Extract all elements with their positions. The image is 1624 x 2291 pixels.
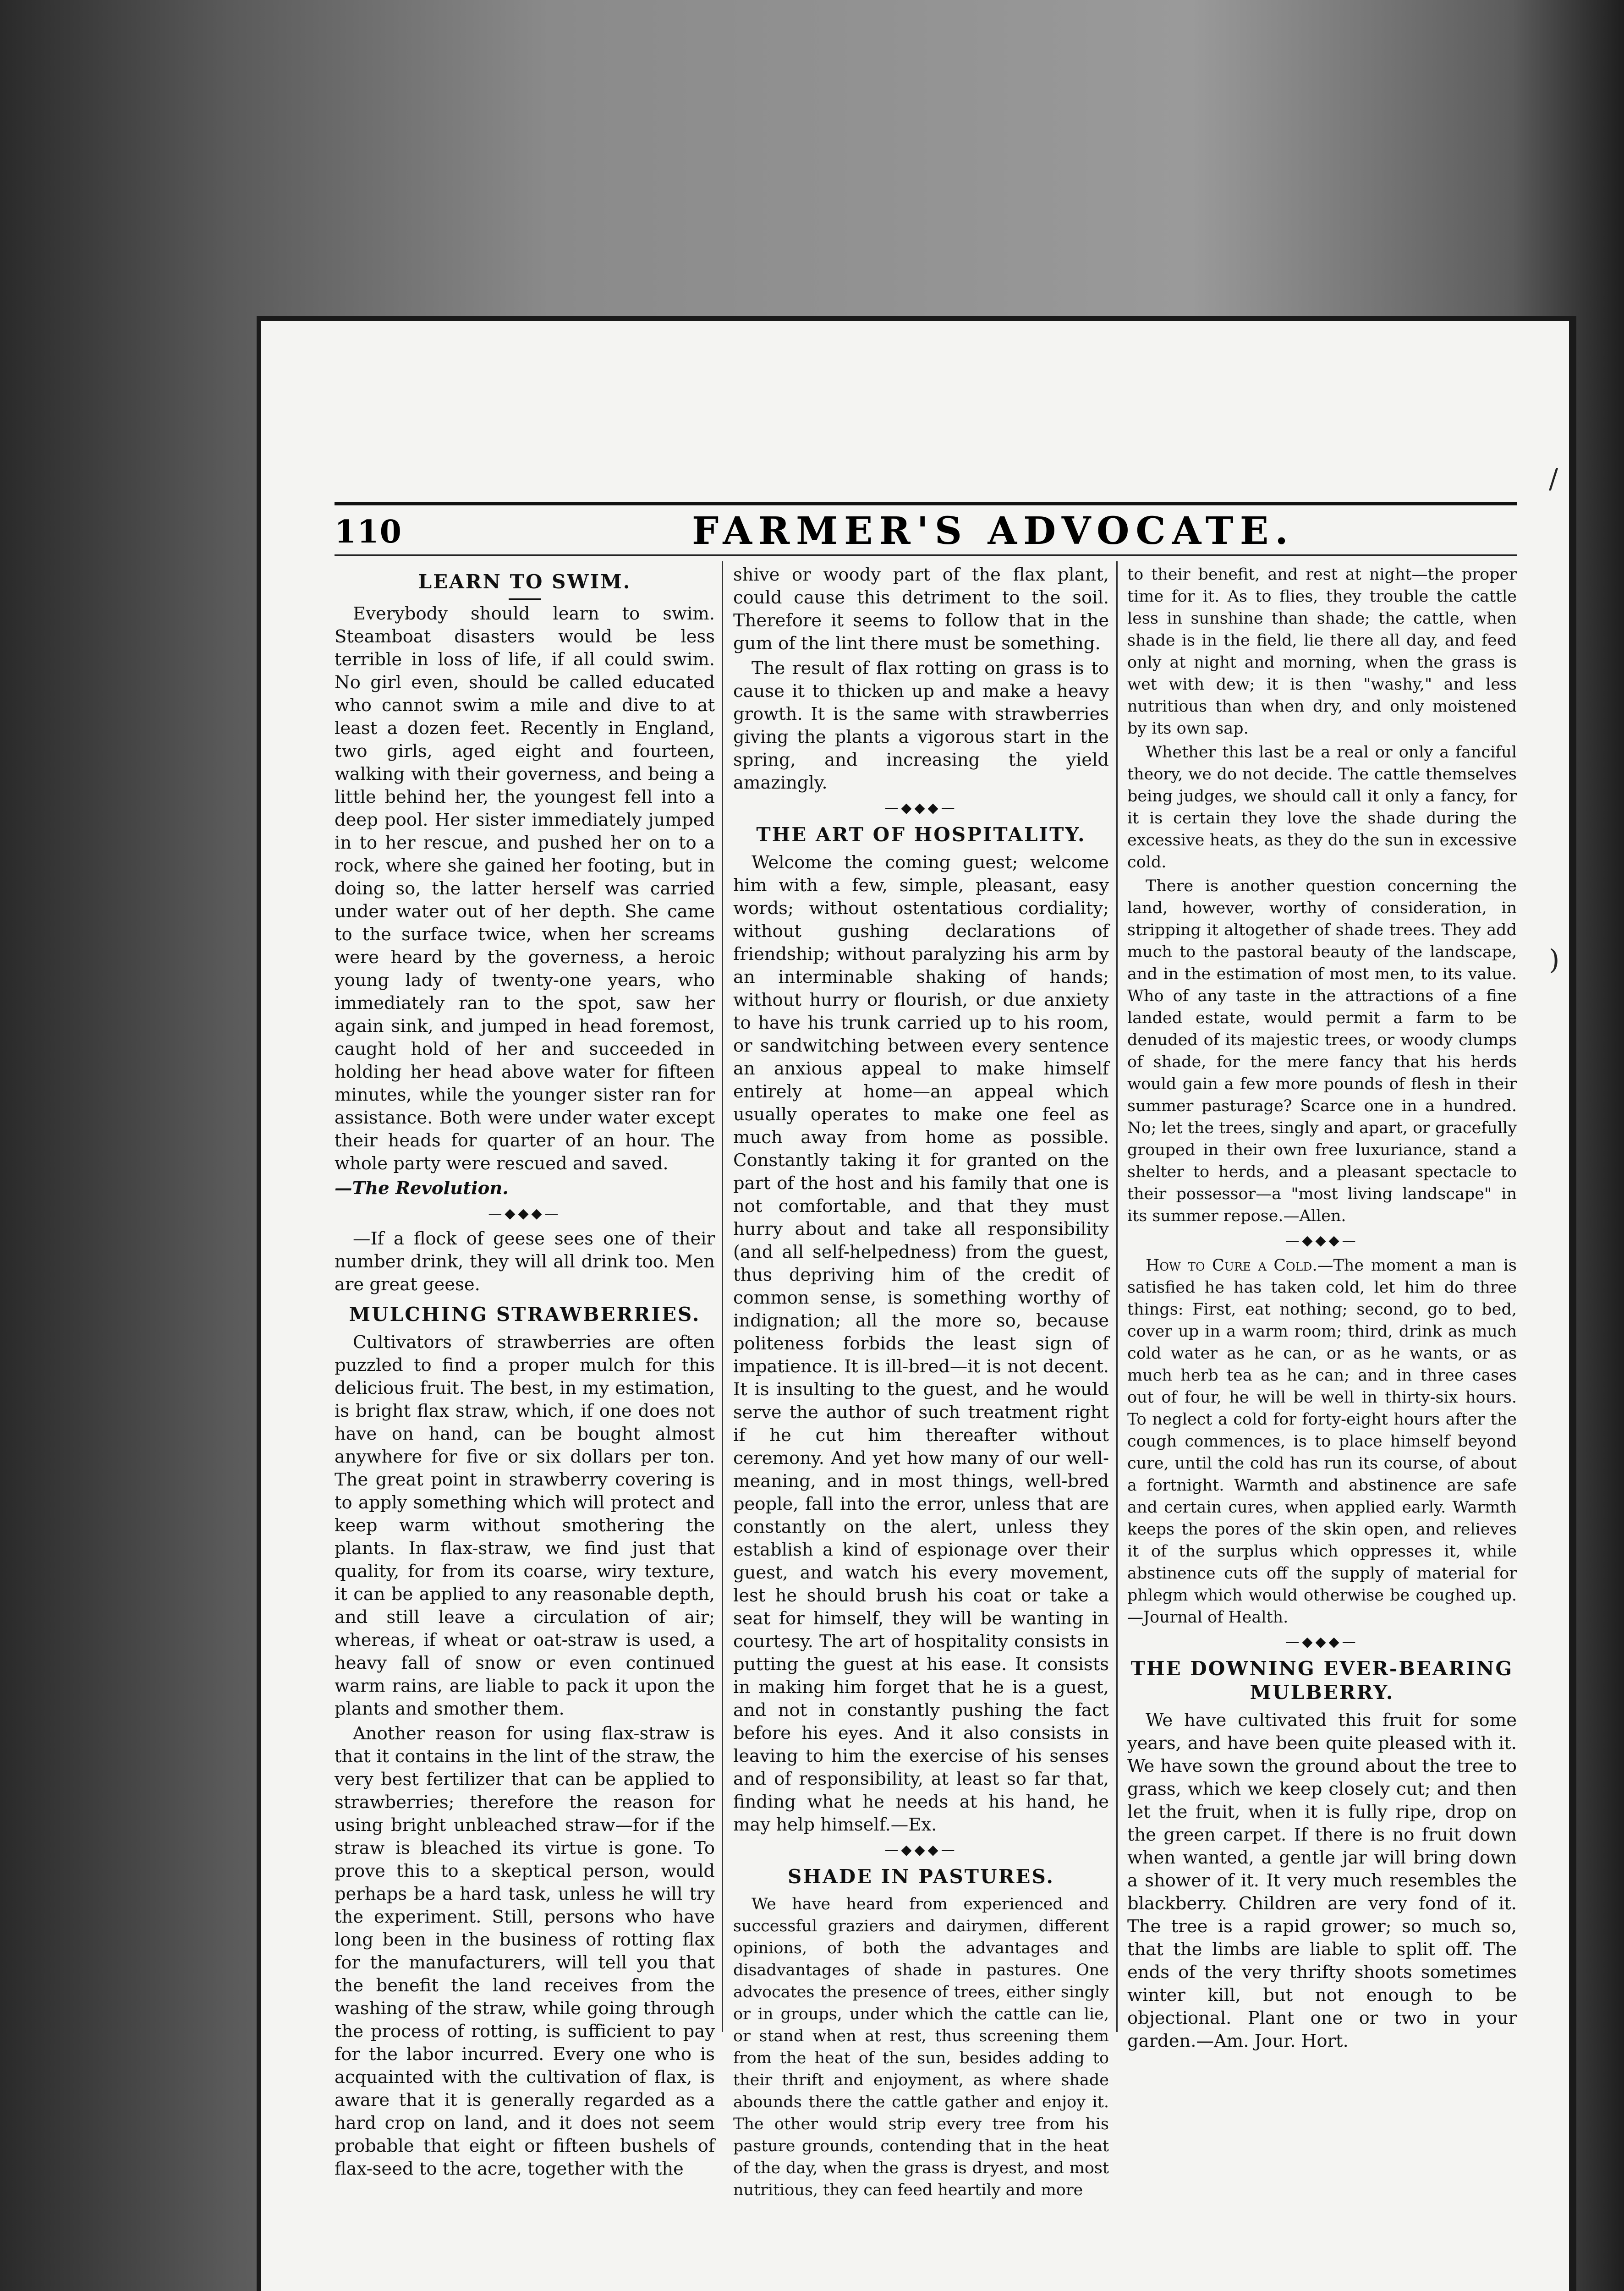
article-title-learn-to-swim: LEARN TO SWIM. (418, 570, 631, 593)
article-body-cold (1127, 1255, 1517, 1628)
article-continuation: shive or woody part of the flax plant, could cause this detriment to the soil. Therefore it seems to follow that in the gum of the lint there must be something. (733, 565, 1109, 654)
article-paragraph: Cultivators of strawberries are often puzzled to find a proper mulch for this delicious fruit. The best, in my estimation, is bright flax straw, which, if one does not have on hand, can be bought almost anywhere for five or six dollars per ton. The great point in strawberry covering is to apply something which will protect and keep warm without smothering the plants. In flax-straw, we find just that quality, for from its coarse, wiry texture, it can be applied to any reasonable depth, and still leave a circulation of air; whereas, if wheat or oat-straw is used, a heavy fall of snow or even continued warm rains, are liable to pack it upon the plants and smother them. (335, 1332, 715, 1719)
section-ornament: —◆◆◆— (1285, 1233, 1359, 1249)
page-number: 110 (335, 514, 402, 550)
article-title-hospitality: THE ART OF HOSPITALITY. (756, 823, 1086, 846)
newspaper-page (257, 316, 1576, 2291)
article-paragraph: There is another question concerning the land, however, worthy of consideration, in stripping it altogether of shade trees. They add much to the pastoral beauty of the landscape, and in the estimation of most men, to its value. Who of any taste in the attractions of a fine landed estate, would permit a farm to be denuded of its majestic trees, or woody clumps of shade, for the mere fancy that his herds would gain a few more pounds of flesh in their summer pasturage? Scarce one in a hundred. No; let the trees, singly and apart, or gracefully grouped in their own free luxuriance, stand a shelter to herds, and a pleasant spectacle to their possessor—a "most living landscape" in its summer repose.—Allen. (1127, 877, 1517, 1225)
article-paragraph: We have heard from experienced and successful graziers and dairymen, different opinions, of both the advantages and disadvantages of shade in pastures. One advocates the presence of trees, either singly or in groups, under which the cattle can lie, or stand when at rest, thus screening them from the heat of the sun, besides adding to their thrift and enjoyment, as where shade abounds there the cattle gather and enjoy it. The other would strip every tree from his pasture grounds, contending that in the heat of the day, when the grass is dryest, and most nutritious, they can feed heartily and more (733, 1895, 1109, 2199)
column-divider (722, 561, 723, 2032)
section-ornament: —◆◆◆— (884, 1842, 958, 1858)
article-title-shade: SHADE IN PASTURES. (787, 1865, 1054, 1888)
article-continuation: to their benefit, and rest at night—the proper time for it. As to flies, they trouble the cattle less in sunshine than shade; the cattle, when shade is in the field, lie there all day, and feed only at night and morning, when the grass is wet with dew; it is then "washy," and less nutritious than when dry, and only moistened by its own sap. (1127, 565, 1517, 738)
column-divider (1116, 561, 1118, 2032)
section-ornament: —◆◆◆— (488, 1206, 561, 1222)
column-2 (733, 564, 1109, 2199)
section-ornament: —◆◆◆— (1285, 1634, 1359, 1650)
article-body-learn-to-swim: Everybody should learn to swim. Steamboat disasters would be less terrible in loss of life, if all could swim. No girl even, should be called educated who cannot swim a mile and dive to at least a dozen feet. Recently in England, two girls, aged eight and fourteen, walking with their governess, and being a little behind her, the youngest fell into a deep pool. Her sister immediately jumped in to her rescue, and pushed her on to a rock, where she gained her footing, but in doing so, the latter herself was carried under water out of her depth. She came to the surface twice, when her screams were heard by the governess, a heroic young lady of twenty-one years, who immediately ran to the spot, saw her again sink, and jumped in head foremost, caught hold of her and succeeded in holding her head above water for fifteen minutes, while the younger sister ran for assistance. Both were under water except their heads for quarter of an hour. The whole party were rescued and saved. (335, 603, 715, 1174)
title-rule (509, 598, 541, 600)
article-lead-cold: How to Cure a Cold. (1146, 1256, 1317, 1275)
article-body-hospitality: Welcome the coming guest; welcome him with a few, simple, pleasant, easy words; without ostentatious cordiality; without gushing declarations of friendship; without paralyzing his arm by an interminable shaking of hands; without hurry or flourish, or due anxiety to have his trunk carried up to his room, or sandwitching between every sentence an anxious appeal to make himself entirely at home—an appeal which usually operates to make one feel as much away from home as possible. Constantly taking it for granted on the part of the host and his family that one is not comfortable, and that they must hurry about and take all responsibility (and all self-helpedness) from the guest, thus depriving him of the credit of common sense, is something worthy of indignation; all the more so, because politeness forbids the least sign of impatience. It is ill-bred—it is not decent. It is insulting to the guest, and he would serve the author of such treatment right if he cut him thereafter without ceremony. And yet how many of our well-meaning, and in most things, well-bred people, fall into the error, unless that are constantly on the alert, unless they establish a kind of espionage over their guest, and watch his every movement, lest he should brush his coat or take a seat for himself, they will be wanting in courtesy. The art of hospitality consists in putting the guest at his ease. It consists in making him forget that he is a guest, and not in constantly pushing the fact before his eyes. And it also consists in leaving to him the exercise of his senses and of responsibility, at least so far that, finding what he needs at his hand, he may help himself.—Ex. (733, 852, 1109, 1835)
pencil-mark: / (1549, 463, 1558, 495)
pencil-mark: ) (1549, 944, 1560, 976)
page-header (335, 502, 1517, 551)
article-title-mulching: MULCHING STRAWBERRIES. (349, 1303, 701, 1326)
article-title-mulberry: THE DOWNING EVER-BEARING MULBERRY. (1130, 1657, 1514, 1704)
article-body-mulberry: We have cultivated this fruit for some years, and have been quite pleased with it. We have sown the ground about the tree to grass, which we keep closely cut; and then let the fruit, when it is fully ripe, drop on the green carpet. If there is no fruit down when wanted, a gentle jar will bring down a shower of it. It very much resembles the blackberry. Children are very fond of it. The tree is a rapid grower; so much so, that the limbs are liable to split off. The ends of the very thrifty shoots sometimes winter kill, but not enough to be objectional. Plant one or two in your garden.—Am. Jour. Hort. (1127, 1710, 1517, 2051)
column-1 (335, 564, 715, 2179)
article-paragraph: The result of flax rotting on grass is to cause it to thicken up and make a heavy growth. It is the same with strawberries giving the plants a vigorous start in the spring, and increasing the yield amazingly. (733, 658, 1109, 793)
section-ornament: —◆◆◆— (884, 800, 958, 816)
article-paragraph: Whether this last be a real or only a fanciful theory, we do not decide. The cattle themselves being judges, we should call it only a fancy, for it is certain they love the shade during the excessive heats, as they do the sun in excessive cold. (1127, 743, 1517, 871)
masthead-title: FARMER'S ADVOCATE. (692, 509, 1295, 553)
article-source: —The Revolution. (335, 1178, 509, 1199)
article-paragraph: Another reason for using flax-straw is that it contains in the lint of the straw, the very best fertilizer that can be applied to strawberries; therefore the reason for using bright unbleached straw—for if the straw is bleached its virtue is gone. To prove this to a skeptical person, would perhaps be a hard task, unless he will try the experiment. Still, persons who have long been in the business of rotting flax for the manufacturers, will tell you that the benefit the land receives from the washing of the straw, while going through the process of rotting, is sufficient to pay for the labor incurred. Every one who is acquainted with the cultivation of flax, is aware that it is generally regarded as a hard crop on land, and it does not seem probable that eight or fifteen bushels of flax-seed to the acre, together with the (335, 1723, 715, 2179)
article-body-geese: —If a flock of geese sees one of their number drink, they will all drink too. Men are great geese. (335, 1228, 715, 1295)
column-3 (1127, 564, 1517, 2051)
article-text-cold: —The moment a man is satisfied he has taken cold, let him do three things: First, eat nothing; second, go to bed, cover up in a warm room; third, drink as much cold water as he can, or as he wants, or as much herb tea as he can; and in three cases out of four, he will be well in thirty-six hours. To neglect a cold for forty-eight hours after the cough commences, is to place himself beyond cure, until the cold has run its course, of about a fortnight. Warmth and abstinence are safe and certain cures, when applied early. Warmth keeps the pores of the skin open, and relieves it of the surplus which oppresses it, while abstinence cuts off the supply of material for phlegm which would otherwise be coughed up.—Journal of Health. (1127, 1256, 1517, 1627)
header-rule (335, 554, 1517, 556)
